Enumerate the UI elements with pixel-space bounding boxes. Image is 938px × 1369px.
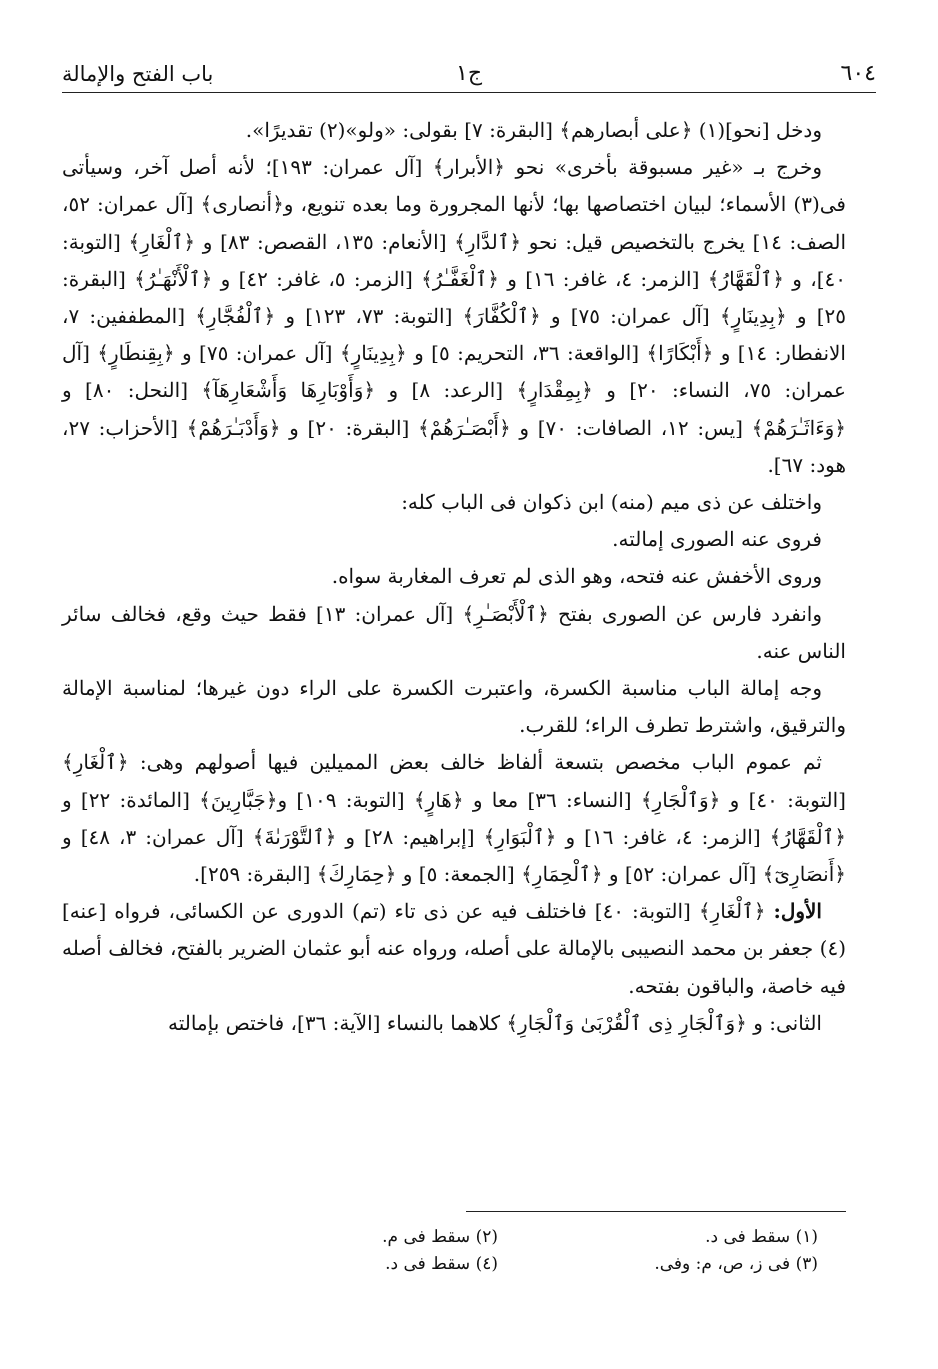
footnote-divider (466, 1211, 846, 1212)
footnote-row (118, 1251, 818, 1278)
page-number: ٦٠٤ (840, 61, 876, 86)
paragraph: ثم عموم الباب مخصص بتسعة ألفاظ خالف بعض المميلين فيها أصولهم وهى: ﴿ٱلْغَارِ﴾ [التوبة: ٤٠] و ﴿وَٱلْجَارِ﴾ [النساء: ٣٦] معا و ﴿هَارٍ﴾ [التوبة: ١٠٩] و﴿جَبَّارِينَ﴾ [المائدة: ٢٢] و ﴿ٱلْقَهَّارُ﴾ [الزمر: ٤، غافر: ١٦] و ﴿ٱلْبَوَارِ﴾ [إبراهيم: ٢٨] و ﴿ٱلتَّوْرَىٰةَ﴾ [آل عمران: ٣، ٤٨] و ﴿أَنصَارِىٓ﴾ [آل عمران: ٥٢] و ﴿ٱلْحِمَارِ﴾ [الجمعة: ٥] و ﴿حِمَارِكَ﴾ [البقرة: ٢٥٩]. (62, 750, 846, 887)
first-label: الأول: (773, 899, 822, 924)
volume-label: ج١ (455, 61, 483, 86)
first-text: ﴿ٱلْغَارِ﴾ [التوبة: ٤٠] فاختلف فيه عن ذى تاء (تم) الدورى عن الكسائى، فرواه [عنه](٤) جعفر بن محمد النصيبى بالإمالة على أصله، ورواه عنه أبو عثمان الضرير بالفتح، فخالف أصله فيه خاصة، والباقون بفتحه. (61, 899, 846, 998)
paragraph: فروى عنه الصورى إمالته. (612, 527, 822, 552)
chapter-title: باب الفتح والإمالة (62, 62, 214, 86)
paragraph-second: الثانى: و ﴿وَٱلْجَارِ ذِى ٱلْقُرْبَىٰ وَٱلْجَارِ﴾ كلاهما بالنساء [الآية: ٣٦]، فاختص بإمالته (167, 1010, 822, 1035)
footnote-4: (٤) سقط فى د. (385, 1254, 498, 1274)
paragraph-first (62, 893, 846, 1005)
footnotes (118, 1224, 818, 1278)
paragraph: وانفرد فارس عن الصورى بفتح ﴿ٱلْأَبْصَـٰرِ﴾ [آل عمران: ١٣] فقط حيث وقع، فخالف سائر الناس عنه. (62, 601, 846, 663)
footnote-3: (٣) فى ز، ص، م: وفى. (654, 1254, 818, 1274)
footnote-row (118, 1224, 818, 1251)
paragraph: وروى الأخفش عنه فتحه، وهو الذى لم تعرف المغاربة سواه. (331, 564, 822, 589)
paragraph: ودخل [نحو](١) ﴿على أبصارهم﴾ [البقرة: ٧] بقولى: «ولو»(٢) تقديرًا». (245, 118, 822, 142)
paragraph: واختلف عن ذى ميم (منه) ابن ذكوان فى الباب كله: (401, 490, 822, 515)
paragraph: وجه إمالة الباب مناسبة الكسرة، واعتبرت الكسرة على الراء دون غيرها؛ لمناسبة الإمالة والترقيق، واشترط تطرف الراء؛ للقرب. (62, 676, 846, 738)
footnote-1: (١) سقط فى د. (705, 1227, 818, 1247)
main-text (62, 112, 846, 1042)
running-header (62, 56, 876, 93)
paragraph: وخرج بـ «غير مسبوقة بأخرى» نحو ﴿الأبرار﴾ [آل عمران: ١٩٣]؛ لأنه أصل آخر، وسيأتى فى(٣) الأسماء؛ لبيان اختصاصها بها؛ لأنها المجرورة وما بعده تنويع، و﴿أنصارى﴾ [آل عمران: ٥٢، الصف: ١٤] يخرج بالتخصيص قيل: نحو ﴿ٱلدَّارِ﴾ [الأنعام: ١٣٥، القصص: ٨٣] و ﴿ٱلْغَارِ﴾ [التوبة: ٤٠]، و ﴿ٱلْقَهَّارُ﴾ [الزمر: ٤، غافر: ١٦] و ﴿ٱلْغَفَّـٰرُ﴾ [الزمر: ٥، غافر: ٤٢] و ﴿ٱلْأَنْهَـٰرُ﴾ [البقرة: ٢٥] و ﴿بِدِينَارٍ﴾ [آل عمران: ٧٥] و ﴿ٱلْكُفَّارَ﴾ [التوبة: ٧٣، ١٢٣] و ﴿ٱلْفُجَّارِ﴾ [المطففين: ٧، الانفطار: ١٤] و ﴿أَبْكَارًا﴾ [الواقعة: ٣٦، التحريم: ٥] و ﴿بِدِينَارٍ﴾ [آل عمران: ٧٥] و ﴿بِقِنطَارٍ﴾ [آل عمران: ٧٥، النساء: ٢٠] و ﴿بِمِقْدَارٍ﴾ [الرعد: ٨] و ﴿وَأَوْبَارِهَا وَأَشْعَارِهَآ﴾ [النحل: ٨٠] و ﴿وَءَاثَـٰرَهُمْ﴾ [يس: ١٢، الصافات: ٧٠] و ﴿أَبْصَـٰرَهُمْ﴾ [البقرة: ٢٠] و ﴿وَأَدْبَـٰرَهُمْ﴾ [الأحزاب: ٢٧، هود: ٦٧]. (62, 155, 847, 477)
footnote-2: (٢) سقط فى م. (382, 1227, 498, 1247)
